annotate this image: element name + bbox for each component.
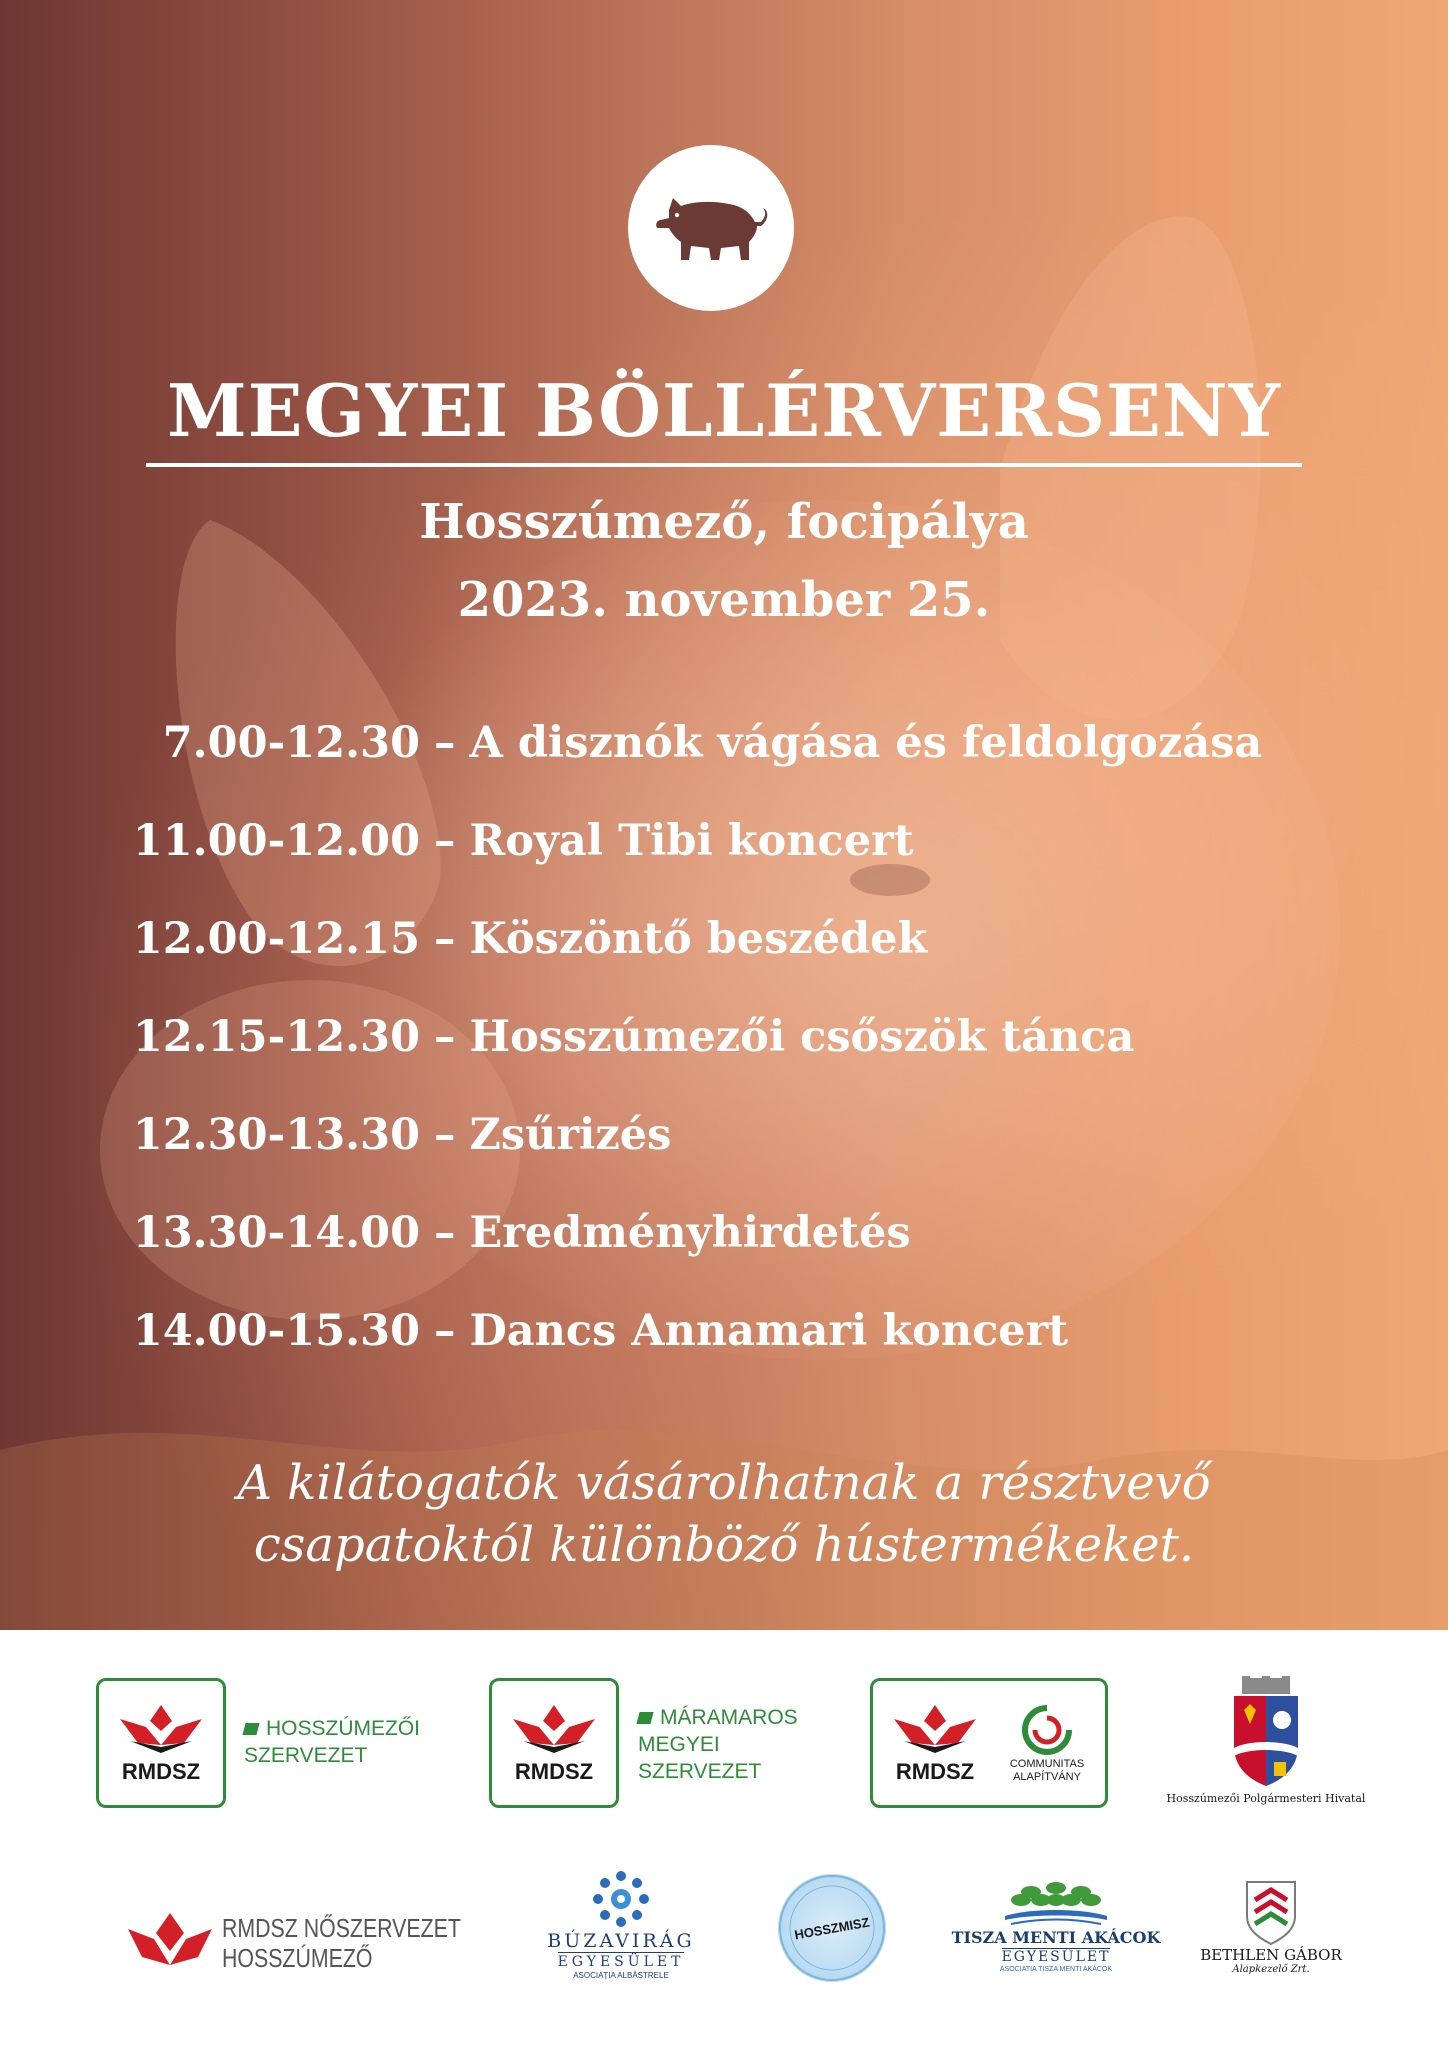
label-line: HOSSZÚMEZŐI: [266, 1717, 421, 1740]
rmdsz-maramaros-logo: [489, 1678, 619, 1808]
rmdsz-tulip-icon: [126, 1911, 214, 1971]
schedule-dash: –: [434, 1012, 456, 1062]
communitas-icon: [1019, 1702, 1075, 1758]
visitor-note: [0, 1452, 1448, 1576]
schedule-list: [0, 718, 1448, 1404]
noszervezet-line: HOSSZÚMEZŐ: [222, 1943, 373, 1973]
tisza-line: EGYESÜLET: [1001, 1949, 1111, 1965]
noszervezet-line: RMDSZ NŐSZERVEZET: [222, 1913, 461, 1943]
acacia-icon: [1001, 1878, 1111, 1928]
schedule-item: [0, 718, 1448, 816]
schedule-activity: Dancs Annamari koncert: [469, 1306, 1069, 1356]
bethlen-line: BETHLEN GÁBOR: [1200, 1946, 1342, 1964]
label-line: MÁRAMAROS: [660, 1706, 798, 1729]
schedule-dash: –: [434, 1208, 456, 1258]
schedule-dash: –: [434, 1110, 456, 1160]
schedule-activity: Eredményhirdetés: [469, 1208, 911, 1258]
schedule-dash: –: [434, 816, 456, 866]
coat-of-arms-icon: [1228, 1676, 1304, 1788]
schedule-time: 12.00-12.15: [132, 914, 420, 964]
schedule-item: [0, 1208, 1448, 1306]
schedule-time: 13.30-14.00: [132, 1208, 420, 1258]
schedule-item: [0, 1012, 1448, 1110]
pig-logo-circle: [628, 145, 794, 311]
schedule-time: 11.00-12.00: [132, 816, 420, 866]
buzavirag-egyesulet-logo: [516, 1868, 726, 1980]
hosszmisz-logo: [778, 1874, 886, 1982]
pig-icon: [651, 188, 771, 268]
schedule-time: 14.00-15.30: [132, 1306, 420, 1356]
schedule-time: 12.30-13.30: [132, 1110, 420, 1160]
cornflower-icon: [590, 1868, 652, 1930]
schedule-activity: Royal Tibi koncert: [469, 816, 914, 866]
rmdsz-wordmark: RMDSZ: [895, 1759, 975, 1784]
schedule-item: [0, 1306, 1448, 1404]
maramaros-szervezet-label: [638, 1704, 798, 1785]
title-underline: [146, 463, 1302, 467]
rmdsz-hosszumezo-logo: [96, 1678, 226, 1808]
rmdsz-tulip-icon: [890, 1701, 980, 1757]
polgarmesteri-hivatal-logo: [1156, 1676, 1376, 1805]
tisza-line: ASOCIATIA TISZA MENTI AKÁCOK: [999, 1966, 1113, 1973]
schedule-activity: Hosszúmezői csőszök tánca: [469, 1012, 1135, 1062]
schedule-item: [0, 1110, 1448, 1208]
visitor-note-line: A kilátogatók vásárolhatnak a résztvevő: [237, 1455, 1211, 1511]
schedule-item: [0, 816, 1448, 914]
rmdsz-wordmark: RMDSZ: [121, 1759, 201, 1784]
schedule-dash: –: [434, 718, 456, 768]
green-flag-icon: [242, 1723, 259, 1735]
visitor-note-line: csapatoktól különböző hústermékeket.: [253, 1517, 1195, 1573]
event-date: 2023. november 25.: [457, 572, 991, 628]
label-line: SZERVEZET: [244, 1744, 368, 1767]
green-flag-icon: [636, 1712, 653, 1724]
bethlen-shield-icon: [1241, 1876, 1301, 1946]
rmdsz-wordmark: RMDSZ: [514, 1759, 594, 1784]
hosszumezoi-szervezet-label: [244, 1715, 420, 1769]
rmdsz-communitas-logo: [870, 1678, 1108, 1808]
communitas-line: ALAPÍTVÁNY: [1013, 1771, 1081, 1783]
schedule-dash: –: [434, 1306, 456, 1356]
label-line: SZERVEZET: [638, 1760, 762, 1783]
schedule-activity: A disznók vágása és feldolgozása: [469, 718, 1263, 768]
polgarmesteri-label: Hosszúmezői Polgármesteri Hivatal: [1166, 1792, 1366, 1805]
buzavirag-line: BÚZAVIRÁG: [547, 1930, 695, 1952]
tisza-menti-akacok-logo: [946, 1878, 1166, 1973]
schedule-time: 12.15-12.30: [132, 1012, 420, 1062]
bethlen-line: Alapkezelő Zrt.: [1232, 1964, 1310, 1975]
schedule-time: 7.00-12.30: [162, 718, 420, 768]
label-line: MEGYEI: [638, 1733, 720, 1756]
communitas-line: COMMUNITAS: [1009, 1758, 1085, 1770]
hosszmisz-wordmark: HOSSZMISZ: [793, 1914, 871, 1942]
schedule-item: [0, 914, 1448, 1012]
rmdsz-tulip-icon: [116, 1701, 206, 1757]
schedule-activity: Zsűrizés: [469, 1110, 672, 1160]
bethlen-gabor-logo: [1196, 1876, 1346, 1975]
buzavirag-line: ASOCIAȚIA ALBĂSTRELE: [573, 1971, 669, 1980]
schedule-activity: Köszöntő beszédek: [469, 914, 928, 964]
event-location: Hosszúmező, focipálya: [419, 494, 1029, 550]
event-title: MEGYEI BÖLLÉRVERSENY: [166, 368, 1282, 453]
buzavirag-line: EGYESÜLET: [557, 1954, 685, 1970]
tisza-line: TISZA MENTI AKÁCOK: [951, 1928, 1161, 1947]
rmdsz-tulip-icon: [509, 1701, 599, 1757]
schedule-dash: –: [434, 914, 456, 964]
rmdsz-noszervezet-logo: [126, 1905, 466, 1975]
